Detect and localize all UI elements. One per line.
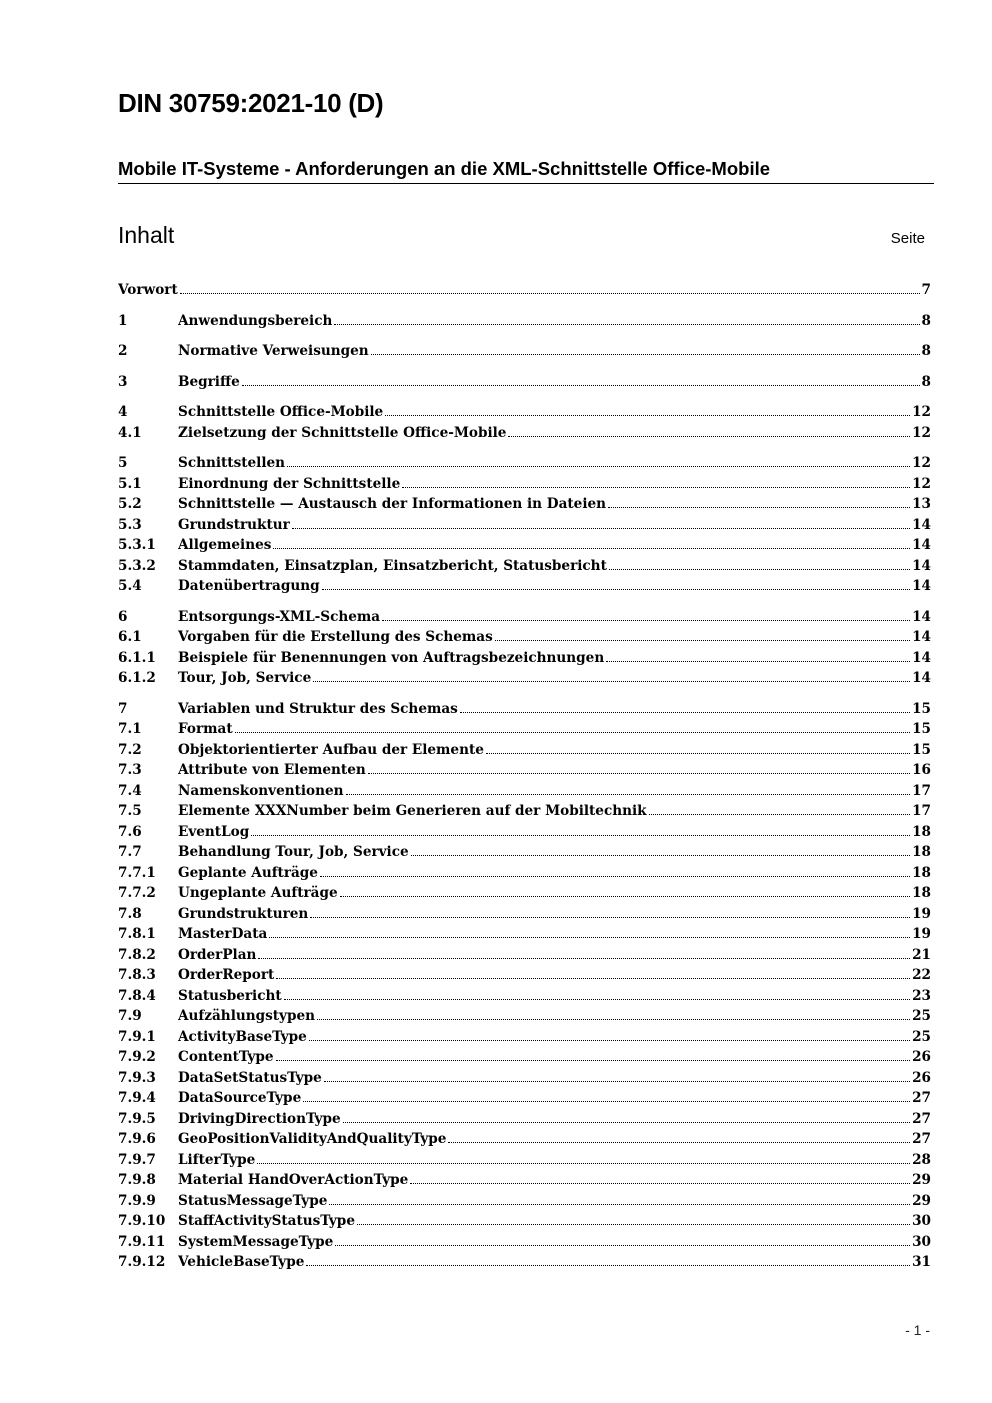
toc-entry-number: 7.9.1 [118, 1028, 156, 1045]
toc-entry-number: 7.5 [118, 803, 142, 819]
toc-entry-label: Schnittstelle — Austausch der Informationen in Dateien [178, 496, 607, 512]
toc-entry-page: 8 [921, 373, 931, 390]
toc-entry-number: 7.2 [118, 741, 142, 758]
toc-dot-leader [309, 1039, 910, 1041]
toc-entry-label: ActivityBaseType [178, 1028, 307, 1045]
toc-entry[interactable] [118, 1109, 931, 1130]
toc-entry-page: 12 [912, 404, 931, 420]
toc-entry[interactable] [118, 1170, 931, 1191]
toc-entry-page: 14 [912, 557, 931, 574]
toc-dot-leader [410, 1182, 910, 1184]
toc-entry[interactable] [118, 781, 931, 802]
toc-entry[interactable] [118, 1191, 931, 1212]
toc-entry-page: 28 [912, 1151, 931, 1168]
toc-entry-number: 6 [118, 608, 128, 625]
toc-entry[interactable] [118, 535, 931, 556]
toc-entry-page: 25 [912, 1028, 931, 1045]
toc-dot-leader [460, 711, 910, 713]
toc-dot-leader [371, 353, 920, 355]
toc-entry-page: 21 [912, 946, 931, 963]
toc-entry-number: 5.3.1 [118, 537, 156, 553]
toc-entry-label: Datenübertragung [178, 578, 320, 594]
toc-entry-number: 7.7.1 [118, 864, 156, 881]
toc-entry[interactable] [118, 822, 931, 843]
toc-entry-number: 7.7 [118, 844, 142, 860]
toc-entry-number: 5.1 [118, 475, 142, 492]
toc-entry-label: LifterType [178, 1151, 256, 1168]
toc-entry-label: Statusbericht [178, 987, 282, 1004]
toc-entry-page: 18 [912, 823, 931, 840]
toc-entry[interactable] [118, 1006, 931, 1027]
toc-entry-number: 4.1 [118, 424, 142, 441]
toc-entry-label: Vorwort [118, 282, 178, 298]
toc-entry-number: 6.1.2 [118, 670, 156, 686]
toc-entry-number: 4 [118, 404, 128, 420]
toc-entry-page: 15 [912, 700, 931, 717]
toc-entry-page: 29 [912, 1172, 931, 1188]
toc-entry-number: 3 [118, 373, 128, 390]
toc-dot-leader [251, 834, 910, 836]
toc-entry-page: 16 [912, 762, 931, 778]
toc-entry-number: 7.9.6 [118, 1131, 156, 1147]
toc-entry-number: 7.9.12 [118, 1254, 166, 1270]
toc-entry-label: Grundstrukturen [178, 905, 309, 922]
toc-entry-number: 7.9.4 [118, 1090, 156, 1106]
toc-dot-leader [334, 323, 919, 325]
toc-entry-number: 6.1 [118, 629, 142, 645]
toc-entry-page: 7 [921, 282, 931, 298]
page-number: - 1 - [905, 1322, 930, 1338]
toc-dot-leader [180, 292, 920, 294]
toc-entry[interactable] [118, 280, 931, 301]
toc-entry-number: 7.8 [118, 905, 142, 922]
toc-dot-leader [287, 465, 910, 467]
toc-entry[interactable] [118, 1232, 931, 1253]
toc-entry-page: 12 [912, 475, 931, 492]
toc-entry-page: 17 [912, 803, 931, 819]
toc-dot-leader [257, 1162, 910, 1164]
toc-entry-page: 12 [912, 455, 931, 471]
toc-entry-page: 27 [912, 1131, 931, 1147]
toc-entry[interactable] [118, 648, 931, 669]
toc-entry[interactable] [118, 607, 931, 628]
toc-dot-leader [411, 854, 910, 856]
toc-entry[interactable] [118, 556, 931, 577]
toc-entry-number: 7.7.2 [118, 885, 156, 901]
toc-dot-leader [258, 957, 910, 959]
toc-entry[interactable] [118, 986, 931, 1007]
toc-entry[interactable] [118, 904, 931, 925]
toc-dot-leader [609, 568, 910, 570]
toc-entry-number: 7.6 [118, 823, 142, 840]
toc-entry-label: StaffActivityStatusType [178, 1213, 355, 1229]
toc-entry-number: 7.8.1 [118, 926, 156, 942]
toc-entry-page: 8 [921, 312, 931, 329]
toc-entry-label: StatusMessageType [178, 1192, 328, 1209]
toc-entry[interactable] [118, 740, 931, 761]
toc-dot-leader [382, 619, 910, 621]
toc-entry[interactable] [118, 965, 931, 986]
toc-dot-leader [306, 1264, 910, 1266]
toc-dot-leader [276, 1059, 911, 1061]
toc-dot-leader [310, 916, 910, 918]
toc-entry-number: 7.9.9 [118, 1192, 156, 1209]
toc-entry-label: Anwendungsbereich [178, 312, 333, 329]
toc-dot-leader [269, 936, 910, 938]
toc-entry-label: Attribute von Elementen [178, 762, 366, 778]
toc-entry[interactable] [118, 515, 931, 536]
toc-entry[interactable] [118, 402, 931, 423]
toc-entry[interactable] [118, 341, 931, 362]
toc-entry[interactable] [118, 1211, 931, 1232]
toc-entry-page: 23 [912, 987, 931, 1004]
toc-entry-page: 8 [921, 343, 931, 359]
toc-entry[interactable] [118, 372, 931, 393]
toc-entry-page: 17 [912, 782, 931, 799]
toc-entry-page: 31 [912, 1254, 931, 1270]
toc-entry-page: 15 [912, 741, 931, 758]
toc-entry[interactable] [118, 699, 931, 720]
toc-entry-number: 7.9.2 [118, 1049, 156, 1065]
toc-entry-label: VehicleBaseType [178, 1254, 305, 1270]
toc-entry-label: OrderPlan [178, 946, 257, 963]
toc-entry[interactable] [118, 863, 931, 884]
toc-entry-label: Einordnung der Schnittstelle [178, 475, 401, 492]
toc-entry-label: DrivingDirectionType [178, 1110, 341, 1127]
title-underline [118, 183, 934, 184]
toc-entry-label: Elemente XXXNumber beim Generieren auf der Mobiltechnik [178, 803, 647, 819]
toc-entry-label: Ungeplante Aufträge [178, 885, 338, 901]
toc-entry-label: GeoPositionValidityAndQualityType [178, 1131, 447, 1147]
toc-dot-leader [368, 772, 910, 774]
toc-entry[interactable] [118, 1252, 931, 1273]
toc-entry[interactable] [118, 1129, 931, 1150]
toc-entry-label: Entsorgungs-XML-Schema [178, 608, 381, 625]
toc-dot-leader [317, 1018, 910, 1020]
toc-entry-number: 7.9.8 [118, 1172, 156, 1188]
toc-entry-label: Objektorientierter Aufbau der Elemente [178, 741, 484, 758]
toc-entry-label: Grundstruktur [178, 516, 290, 533]
toc-dot-leader [346, 793, 911, 795]
toc-entry[interactable] [118, 801, 931, 822]
toc-entry-label: Normative Verweisungen [178, 343, 369, 359]
toc-entry-label: Allgemeines [178, 537, 272, 553]
toc-entry[interactable] [118, 924, 931, 945]
toc-dot-leader [322, 588, 910, 590]
toc-entry-page: 27 [912, 1110, 931, 1127]
toc-entry-page: 19 [912, 905, 931, 922]
toc-entry-label: EventLog [178, 823, 250, 840]
toc-entry-number: 2 [118, 343, 128, 359]
toc-entry-number: 6.1.1 [118, 649, 156, 666]
toc-entry-label: SystemMessageType [178, 1233, 334, 1250]
toc-dot-leader [276, 977, 910, 979]
toc-dot-leader [495, 639, 910, 641]
toc-entry-label: Beispiele für Benennungen von Auftragsbezeichnungen [178, 649, 605, 666]
toc-entry-page: 27 [912, 1090, 931, 1106]
toc-entry-page: 14 [912, 608, 931, 625]
toc-entry-page: 26 [912, 1049, 931, 1065]
toc-entry-label: Material HandOverActionType [178, 1172, 409, 1188]
toc-entry-label: Format [178, 721, 233, 737]
toc-entry-label: Zielsetzung der Schnittstelle Office-Mobile [178, 424, 507, 441]
toc-entry-page: 14 [912, 670, 931, 686]
toc-entry-label: Vorgaben für die Erstellung des Schemas [178, 629, 493, 645]
toc-entry[interactable] [118, 494, 931, 515]
toc-dot-leader [273, 547, 910, 549]
toc-entry-page: 29 [912, 1192, 931, 1209]
toc-entry-number: 7.9 [118, 1008, 142, 1024]
toc-entry[interactable] [118, 423, 931, 444]
toc-entry-number: 5.3 [118, 516, 142, 533]
toc-entry-page: 14 [912, 516, 931, 533]
toc-entry[interactable] [118, 668, 931, 689]
toc-entry-number: 7.4 [118, 782, 142, 799]
toc-entry[interactable] [118, 842, 931, 863]
toc-entry[interactable] [118, 1150, 931, 1171]
toc-entry-label: Schnittstellen [178, 455, 286, 471]
toc-entry-label: OrderReport [178, 967, 275, 983]
toc-entry[interactable] [118, 719, 931, 740]
toc-entry-label: Variablen und Struktur des Schemas [178, 700, 458, 717]
toc-entry-label: Geplante Aufträge [178, 864, 318, 881]
toc-entry-number: 7.9.10 [118, 1213, 166, 1229]
toc-entry-number: 7.9.5 [118, 1110, 156, 1127]
toc-entry-number: 1 [118, 312, 128, 329]
toc-entry-page: 30 [912, 1233, 931, 1250]
toc-entry[interactable] [118, 1047, 931, 1068]
toc-dot-leader [448, 1141, 910, 1143]
toc-entry-label: Behandlung Tour, Job, Service [178, 844, 409, 860]
toc-entry-label: Namenskonventionen [178, 782, 344, 799]
document-id: DIN 30759:2021-10 (D) [118, 88, 384, 118]
toc-dot-leader [235, 731, 910, 733]
toc-entry-page: 26 [912, 1069, 931, 1086]
toc-page-column-label: Seite [890, 230, 925, 247]
toc-entry-number: 7.8.3 [118, 967, 156, 983]
toc-dot-leader [343, 1121, 910, 1123]
toc-entry-page: 25 [912, 1008, 931, 1024]
document-title: Mobile IT-Systeme - Anforderungen an die XML-Schnittstelle Office-Mobile [118, 158, 771, 179]
toc-entry-number: 5.4 [118, 578, 142, 594]
toc-entry[interactable] [118, 883, 931, 904]
toc-entry-number: 7.9.3 [118, 1069, 156, 1086]
toc-entry-number: 7.9.11 [118, 1233, 166, 1250]
toc-entry-label: MasterData [178, 926, 268, 942]
toc-entry[interactable] [118, 945, 931, 966]
toc-entry-page: 19 [912, 926, 931, 942]
toc-entry-page: 13 [912, 496, 931, 512]
toc-entry-page: 22 [912, 967, 931, 983]
toc-dot-leader [606, 660, 910, 662]
toc-dot-leader [292, 527, 910, 529]
toc-dot-leader [608, 506, 910, 508]
toc-dot-leader [313, 680, 910, 682]
toc-entry[interactable] [118, 576, 931, 597]
toc-entry[interactable] [118, 627, 931, 648]
toc-entry[interactable] [118, 453, 931, 474]
toc-entry-page: 12 [912, 424, 931, 441]
toc-entry-number: 7.9.7 [118, 1151, 156, 1168]
toc-dot-leader [329, 1203, 910, 1205]
toc-dot-leader [357, 1223, 910, 1225]
toc-entry-label: Schnittstelle Office-Mobile [178, 404, 384, 420]
toc-dot-leader [340, 895, 910, 897]
toc-entry-label: Begriffe [178, 373, 240, 390]
toc-entry-label: ContentType [178, 1049, 274, 1065]
toc-dot-leader [385, 414, 910, 416]
toc-heading: Inhalt [118, 222, 175, 248]
toc-dot-leader [649, 813, 910, 815]
toc-entry-page: 15 [912, 721, 931, 737]
toc-entry-number: 7.8.2 [118, 946, 156, 963]
toc-entry[interactable] [118, 1068, 931, 1089]
toc-entry-page: 18 [912, 844, 931, 860]
toc-dot-leader [402, 486, 910, 488]
toc-entry-label: DataSetStatusType [178, 1069, 322, 1086]
toc-entry-number: 7.3 [118, 762, 142, 778]
toc-entry-number: 5.2 [118, 496, 142, 512]
toc-entry-page: 30 [912, 1213, 931, 1229]
toc-entry[interactable] [118, 1027, 931, 1048]
toc-entry-label: Aufzählungstypen [178, 1008, 315, 1024]
toc-entry-page: 18 [912, 885, 931, 901]
toc-entry-label: Stammdaten, Einsatzplan, Einsatzbericht, Statusbericht [178, 557, 607, 574]
toc-entry[interactable] [118, 311, 931, 332]
toc-dot-leader [335, 1244, 910, 1246]
toc-entry-page: 14 [912, 537, 931, 553]
toc-entry-page: 14 [912, 578, 931, 594]
toc-entry[interactable] [118, 760, 931, 781]
toc-entry-page: 14 [912, 629, 931, 645]
toc-entry-page: 18 [912, 864, 931, 881]
toc-dot-leader [324, 1080, 910, 1082]
toc-entry-number: 7 [118, 700, 128, 717]
toc-entry-number: 5 [118, 455, 128, 471]
toc-entry-number: 7.8.4 [118, 987, 156, 1004]
toc-dot-leader [508, 435, 910, 437]
toc-dot-leader [242, 384, 920, 386]
toc-entry-label: DataSourceType [178, 1090, 302, 1106]
toc-entry[interactable] [118, 1088, 931, 1109]
toc-entry-number: 7.1 [118, 721, 142, 737]
toc-entry[interactable] [118, 474, 931, 495]
toc-dot-leader [303, 1100, 910, 1102]
toc-entry-number: 5.3.2 [118, 557, 156, 574]
table-of-contents [118, 280, 931, 1273]
toc-dot-leader [320, 875, 910, 877]
toc-dot-leader [486, 752, 910, 754]
toc-entry-page: 14 [912, 649, 931, 666]
toc-dot-leader [284, 998, 910, 1000]
toc-entry-label: Tour, Job, Service [178, 670, 312, 686]
